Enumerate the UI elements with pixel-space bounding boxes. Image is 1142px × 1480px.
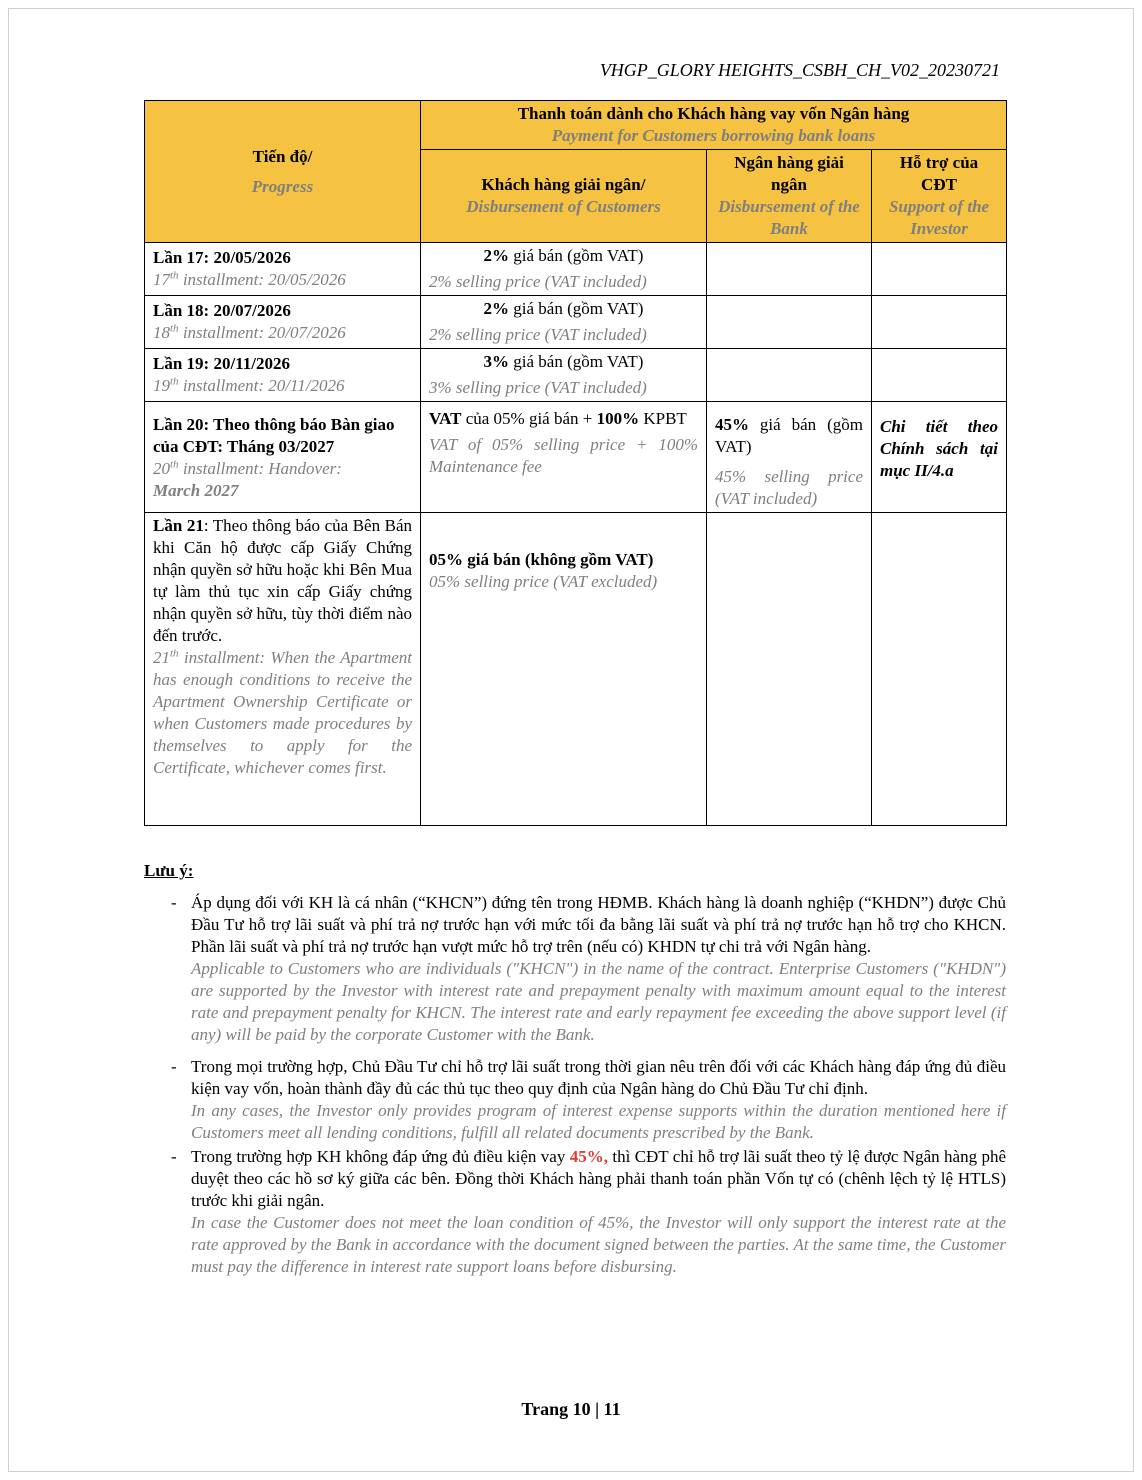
investor-cell bbox=[872, 296, 1007, 349]
header-progress-vi: Tiến độ/ bbox=[252, 146, 313, 166]
stage-cell bbox=[145, 513, 421, 826]
payment-en: 05% selling price (VAT excluded) bbox=[429, 572, 658, 591]
header-customer-disbursement bbox=[421, 150, 707, 243]
payment-vi: 05% giá bán (không gồm VAT) bbox=[429, 550, 654, 569]
payment-percent: 100% bbox=[596, 409, 640, 428]
header-investor-support bbox=[872, 150, 1007, 243]
customer-payment-cell bbox=[421, 402, 707, 513]
payment-vi bbox=[429, 408, 698, 430]
note-en: In case the Customer does not meet the loan condition of 45%, the Investor will only support the interest rate at the rate approved by the Bank in accordance with the document signed between the parties. At the same time, the Customer must pay the difference in interest rate support loans before disbursing. bbox=[191, 1213, 1006, 1276]
bullet-dash: - bbox=[171, 893, 177, 912]
note-vi-a: Trong trường hợp KH không đáp ứng đủ điều kiện vay bbox=[191, 1147, 570, 1166]
header-bank-en: Disbursement of the Bank bbox=[718, 197, 860, 238]
header-progress bbox=[145, 101, 421, 243]
stage-cell bbox=[145, 296, 421, 349]
stage-en bbox=[153, 269, 412, 291]
customer-payment-cell bbox=[421, 296, 707, 349]
stage-cell bbox=[145, 349, 421, 402]
note-item bbox=[144, 892, 1006, 1046]
investor-support-text: Chi tiết theo Chính sách tại mục II/4.a bbox=[880, 417, 999, 480]
payment-vi-rest: giá bán (gồm VAT) bbox=[509, 352, 644, 371]
stage-en-rest: installment: 20/07/2026 bbox=[178, 323, 346, 342]
payment-vi-rest: giá bán (gồm VAT) bbox=[509, 246, 644, 265]
stage-en-sup: th bbox=[170, 647, 179, 660]
bullet-dash: - bbox=[171, 1147, 177, 1166]
payment-end: KPBT bbox=[639, 409, 687, 428]
stage-vi-text: : Theo thông báo của Bên Bán khi Căn hộ được cấp Giấy Chứng nhận quyền sở hữu hoặc khi Bên Mua tự làm thủ tục xin cấp Giấy chứng nhận quyền sở hữu, tùy thời điểm nào đến trước. bbox=[153, 516, 412, 645]
stage-vi: Lần 19: 20/11/2026 bbox=[153, 354, 290, 373]
stage-en-sup: th bbox=[170, 375, 179, 388]
stage-en-num: 20 bbox=[153, 459, 170, 478]
table-row-handover bbox=[145, 402, 1007, 513]
note-item bbox=[144, 1146, 1006, 1278]
payment-vi bbox=[429, 351, 698, 373]
stage-en bbox=[153, 647, 412, 779]
stage-vi: Lần 18: 20/07/2026 bbox=[153, 301, 291, 320]
stage-en-rest: installment: When the Apartment has enough conditions to receive the Apartment Ownership Certificate or when Customers made procedures by themselves to apply for the Certificate, whichever comes first. bbox=[153, 648, 412, 777]
stage-vi: Lần 20: Theo thông báo Bàn giao của CĐT: Tháng 03/2027 bbox=[153, 415, 395, 456]
bank-cell bbox=[707, 513, 872, 826]
payment-vi bbox=[429, 245, 698, 267]
header-cust-en: Disbursement of Customers bbox=[466, 197, 661, 216]
header-inv-en: Support of the Investor bbox=[888, 197, 990, 238]
notes-section bbox=[144, 860, 1006, 1278]
payment-vat: VAT bbox=[429, 409, 462, 428]
customer-payment-cell bbox=[421, 513, 707, 826]
stage-cell bbox=[145, 402, 421, 513]
stage-en-sup: th bbox=[170, 458, 179, 471]
investor-cell bbox=[872, 349, 1007, 402]
note-vi-b: thì CĐT chỉ hỗ trợ lãi suất theo tỷ lệ được Ngân hàng phê duyệt theo các hồ sơ ký giữa các bên. Đồng thời Khách hàng phải thanh toán phần Vốn tự có (chênh lệch tỷ lệ HTLS) trước khi giải ngân. bbox=[191, 1147, 1007, 1210]
bank-cell bbox=[707, 243, 872, 296]
header-payment-group bbox=[421, 101, 1007, 150]
payment-mid: của 05% giá bán + bbox=[461, 409, 597, 428]
stage-bold: Lần 21 bbox=[153, 516, 204, 535]
payment-percent: 3% bbox=[483, 352, 510, 371]
table-row-certificate bbox=[145, 513, 1007, 826]
table-row bbox=[145, 349, 1007, 402]
payment-vi bbox=[429, 298, 698, 320]
header-bank-disbursement bbox=[707, 150, 872, 243]
investor-cell bbox=[872, 243, 1007, 296]
stage-en-rest: installment: 20/05/2026 bbox=[178, 270, 346, 289]
stage-en bbox=[153, 458, 412, 502]
investor-cell bbox=[872, 402, 1007, 513]
customer-payment-cell bbox=[421, 243, 707, 296]
note-vi: Áp dụng đối với KH là cá nhân (“KHCN”) đứng tên trong HĐMB. Khách hàng là doanh nghiệp (“KHDN”) được Chủ Đầu Tư hỗ trợ lãi suất và phí trả nợ trước hạn với mức tối đa bằng lãi suất và phí trả nợ trước hạn hỗ trợ cho KHCN. Phần lãi suất và phí trả nợ trước hạn vượt mức hỗ trợ trên (nếu có) KHDN tự chi trả với Ngân hàng. bbox=[191, 893, 1006, 956]
note-en: In any cases, the Investor only provides program of interest expense supports within the duration mentioned here if Customers meet all lending conditions, fulfill all related documents prescribed by the Bank. bbox=[191, 1101, 1006, 1142]
notes-title: Lưu ý: bbox=[144, 861, 194, 880]
payment-schedule-table bbox=[144, 100, 1007, 826]
note-highlight: 45%, bbox=[569, 1147, 608, 1166]
table-row bbox=[145, 296, 1007, 349]
header-inv-vi: Hỗ trợ của CĐT bbox=[899, 153, 979, 194]
header-group-vi: Thanh toán dành cho Khách hàng vay vốn Ngân hàng bbox=[517, 104, 910, 123]
bank-payment-vi bbox=[715, 414, 863, 458]
stage-en-num: 18 bbox=[153, 323, 170, 342]
note-vi: Trong mọi trường hợp, Chủ Đầu Tư chỉ hỗ trợ lãi suất trong thời gian nêu trên đối với các Khách hàng đáp ứng đủ điều kiện vay vốn, hoàn thành đầy đủ các thủ tục theo quy định của Ngân hàng do Chủ Đầu Tư chỉ định. bbox=[191, 1057, 1006, 1098]
note-en: Applicable to Customers who are individuals ("KHCN") in the name of the contract. Enterprise Customers ("KHDN") are supported by the Investor with interest rate and prepayment penalty with maximum amount equal to the interest rate and prepayment penalty for KHCN. The interest rate and early repayment fee exceeding the above support level (if any) will be paid by the corporate Customer with the Bank. bbox=[191, 959, 1006, 1044]
investor-cell bbox=[872, 513, 1007, 826]
stage-en-rest: installment: 20/11/2026 bbox=[178, 376, 345, 395]
customer-payment-cell bbox=[421, 349, 707, 402]
stage-en-rest: installment: Handover: bbox=[178, 459, 342, 478]
bank-cell bbox=[707, 402, 872, 513]
payment-percent: 2% bbox=[483, 246, 510, 265]
payment-en: 2% selling price (VAT included) bbox=[429, 272, 647, 291]
bank-cell bbox=[707, 296, 872, 349]
stage-en-sup: th bbox=[170, 322, 179, 335]
stage-en-sup: th bbox=[170, 269, 179, 282]
document-code: VHGP_GLORY HEIGHTS_CSBH_CH_V02_20230721 bbox=[599, 60, 1000, 80]
header-cust-vi: Khách hàng giải ngân/ bbox=[481, 175, 646, 194]
bank-cell bbox=[707, 349, 872, 402]
header-bank-vi: Ngân hàng giải ngân bbox=[734, 153, 844, 194]
bullet-dash: - bbox=[171, 1057, 177, 1076]
payment-vi-rest: giá bán (gồm VAT) bbox=[509, 299, 644, 318]
payment-en: 3% selling price (VAT included) bbox=[429, 378, 647, 397]
bank-vi-rest: giá bán (gồm VAT) bbox=[715, 415, 863, 456]
bank-percent: 45% bbox=[715, 415, 749, 434]
stage-en-num: 17 bbox=[153, 270, 170, 289]
header-group-en: Payment for Customers borrowing bank loans bbox=[551, 126, 876, 145]
header-progress-en: Progress bbox=[251, 176, 314, 196]
stage-en-num: 19 bbox=[153, 376, 170, 395]
page-number: Trang 10 | 11 bbox=[521, 1399, 621, 1419]
table-header-row bbox=[145, 101, 1007, 150]
stage-en-num: 21 bbox=[153, 648, 170, 667]
payment-percent: 2% bbox=[483, 299, 510, 318]
stage-en-bold: March 2027 bbox=[153, 481, 239, 500]
payment-en: VAT of 05% selling price + 100% Maintenance fee bbox=[429, 435, 698, 476]
bank-payment-en: 45% selling price (VAT included) bbox=[715, 467, 863, 508]
note-item bbox=[144, 1056, 1006, 1144]
stage-vi: Lần 17: 20/05/2026 bbox=[153, 248, 291, 267]
payment-en: 2% selling price (VAT included) bbox=[429, 325, 647, 344]
stage-en bbox=[153, 375, 412, 397]
table-row bbox=[145, 243, 1007, 296]
stage-en bbox=[153, 322, 412, 344]
stage-vi bbox=[153, 515, 412, 647]
stage-cell bbox=[145, 243, 421, 296]
